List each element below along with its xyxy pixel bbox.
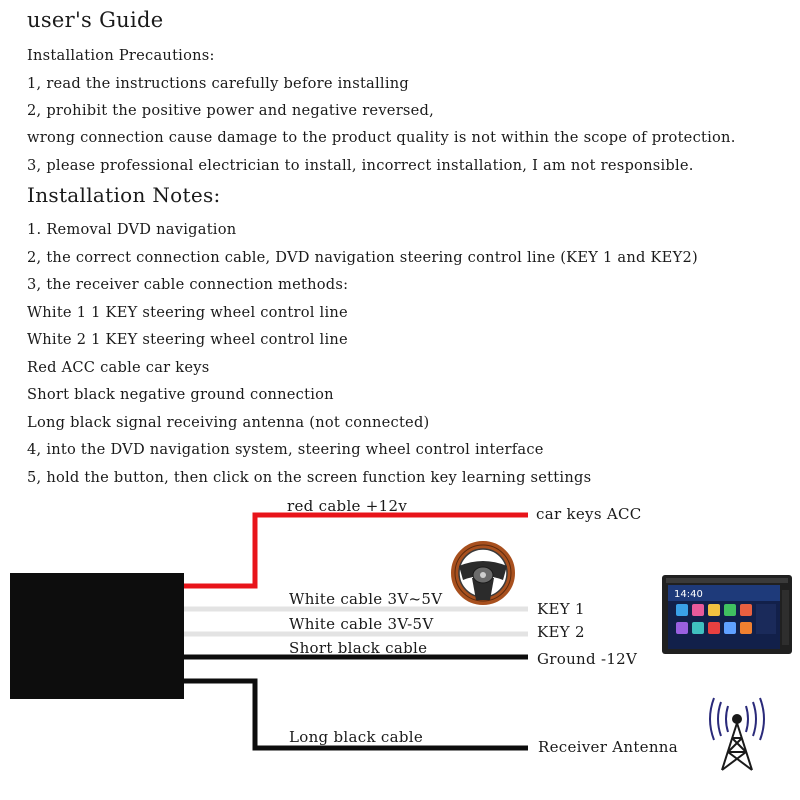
long-black-cable-target: Receiver Antenna: [538, 738, 678, 756]
red-cable-target: car keys ACC: [536, 505, 642, 523]
note-line: White 2 1 KEY steering wheel control line: [27, 331, 348, 348]
short-black-cable-label: Short black cable: [289, 639, 428, 657]
white-cable-2-label: White cable 3V-5V: [289, 615, 434, 633]
note-line: White 1 1 KEY steering wheel control line: [27, 304, 348, 321]
note-line: 2, the correct connection cable, DVD navigation steering control line (KEY 1 and KEY2): [27, 249, 698, 266]
short-black-cable-target: Ground -12V: [537, 650, 638, 668]
notes-heading: Installation Notes:: [27, 183, 221, 207]
precaution-line: 2, prohibit the positive power and negative reversed,: [27, 102, 435, 119]
note-line: 5, hold the button, then click on the screen function key learning settings: [27, 469, 592, 486]
precaution-line: wrong connection cause damage to the product quality is not within the scope of protection.: [27, 129, 736, 146]
long-black-cable-label: Long black cable: [289, 728, 424, 746]
note-line: 3, the receiver cable connection methods:: [27, 276, 349, 293]
precautions-heading: Installation Precautions:: [27, 47, 215, 64]
precaution-line: 3, please professional electrician to install, incorrect installation, I am not responsible.: [27, 157, 694, 174]
precaution-line: 1, read the instructions carefully before installing: [27, 75, 409, 92]
control-box: [10, 573, 184, 699]
white-cable-2-target: KEY 2: [537, 623, 585, 641]
car-head-unit-icon: [662, 575, 792, 654]
steering-wheel-icon: [455, 545, 511, 601]
note-line: Red ACC cable car keys: [27, 359, 210, 376]
head-unit-clock: 14:40: [674, 589, 703, 600]
white-cable-1-target: KEY 1: [537, 600, 585, 618]
note-line: Short black negative ground connection: [27, 386, 334, 403]
page-title: user's Guide: [27, 8, 164, 32]
red-cable-label: red cable +12v: [287, 497, 408, 515]
note-line: 1. Removal DVD navigation: [27, 221, 237, 238]
note-line: 4, into the DVD navigation system, steering wheel control interface: [27, 441, 544, 458]
white-cable-1-label: White cable 3V~5V: [289, 590, 443, 608]
note-line: Long black signal receiving antenna (not connected): [27, 414, 430, 431]
